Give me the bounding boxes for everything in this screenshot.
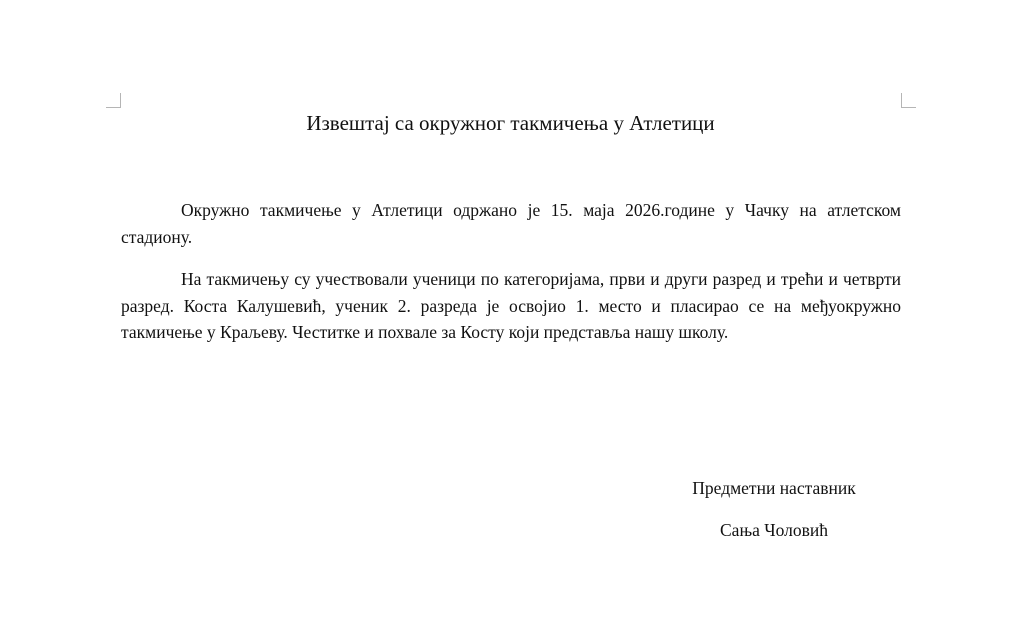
margin-corner-mark-top-left [106, 93, 121, 108]
paragraph-competition-info: Окружно такмичење у Атлетици одржано је 15. маја 2026.године у Чачку на атлетском стадиону. [121, 200, 901, 247]
signature-name: Сања Чоловић [720, 520, 828, 540]
document-title: Извештај са окружног такмичења у Атлетици [306, 111, 715, 135]
margin-corner-mark-top-right [901, 93, 916, 108]
paragraph-results: На такмичењу су учествовали ученици по категоријама, први и други разред и трећи и четврти разред. Коста Калушевић, ученик 2. разреда је освојио 1. место и пласирао се на међуокружно такмичење у Краљеву. Честитке и похвале за Косту који представља нашу школу. [121, 269, 901, 342]
signature-role: Предметни наставник [692, 478, 856, 498]
